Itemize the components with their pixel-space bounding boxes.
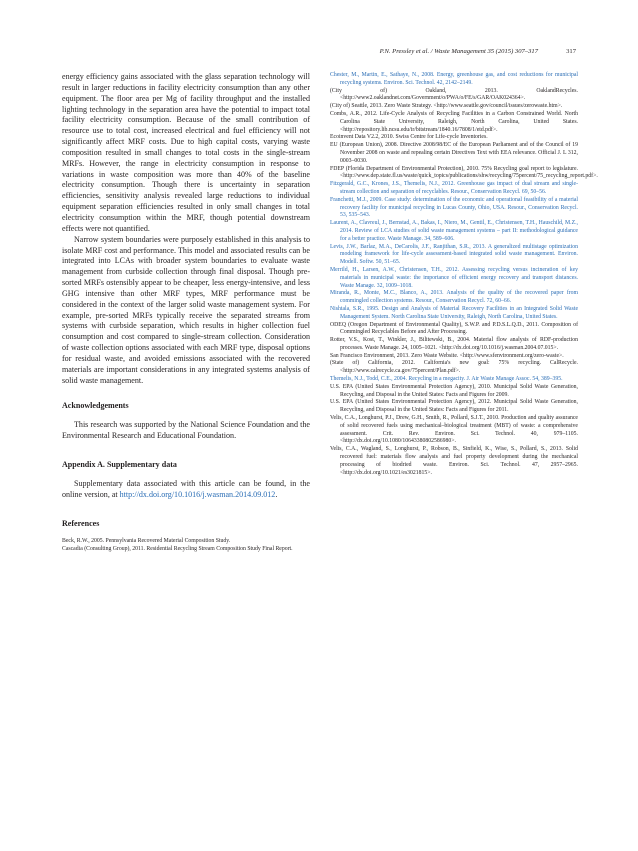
reference-item: FDEP (Florida Department of Environmental Protection), 2010. 75% Recycling goal report to legislature. <http://www.dep.state.fl.us/waste/quick_topics/publications/shw/recycling/75percent/75_recycling_report.pdf>. (330, 165, 598, 180)
references-heading: References (62, 518, 100, 528)
reference-item: EU (European Union), 2008. Directive 2008/98/EC of the European Parliament and of the Council of 19 November 2008 on waste and repealing certain Directives Text with EEA relevance. Official J. L 312, 0003–0030. (330, 142, 578, 164)
reference-item: San Francisco Environment, 2013. Zero Waste Website. <http://www.sfenvironment.org/zero-waste>. (330, 352, 564, 359)
acknowledgements-text: This research was supported by the National Science Foundation and the Environmental Research and Educational Foundation. (62, 420, 310, 441)
reference-item: Beck, R.W., 2005. Pennsylvania Recovered Material Composition Study. (62, 537, 231, 544)
references-list-right (330, 72, 598, 477)
reference-item: U.S. EPA (United States Environmental Protection Agency), 2012. Municipal Solid Waste Generation, Recycling, and Disposal in the United States: Facts and Figures for 2011. (330, 399, 578, 414)
reference-item[interactable]: Nishtala, S.R., 1995. Design and Analysis of Material Recovery Facilities in an Integrated Solid Waste Management System. North Carolina State University, Raleigh, North Carolina, United States. (330, 305, 578, 320)
references-list-left (62, 538, 310, 554)
page-number: 317 (566, 48, 576, 55)
reference-item: Cascadia (Consulting Group), 2011. Residential Recycling Stream Composition Study Final Report. (62, 545, 293, 552)
appendix-text (62, 479, 310, 501)
reference-item: Velis, C.A., Longhurst, P.J., Drew, G.H., Smith, R., Pollard, S.J.T., 2010. Production and quality assurance of solid recovered fuels using mechanical–biological treatment (MBT) of waste: a comprehensive assessment. Crit. Rev. Environ. Sci. Technol. 40, 979–1105. <http://dx.doi.org/10.1080/10643380802586980>. (330, 415, 578, 445)
reference-item: (State of) California, 2012. California's new goal: 75% recycling. CalRecycle. <http://www.calrecycle.ca.gov/75percent/Plan.pdf>. (330, 360, 578, 375)
supplementary-doi-link[interactable]: http://dx.doi.org/10.1016/j.wasman.2014.09.012 (119, 490, 276, 499)
reference-item: ODEQ (Oregon Department of Environmental Quality), S.W.P. and P.D.S.L.Q.D., 2011. Composition of Commingled Recyclables Before and After Processing. (330, 321, 578, 336)
body-paragraph: energy efficiency gains associated with the glass separation technology will result in larger reductions in facility electricity consumption than any other equipment. The floor area per Mg of facility throughput and the installed lighting technology in the separation area have the potential to impact total facility electricity consumption. Because of the small contribution of resource use to total cost, increased electrical and fuel efficiency will not significantly affect MRF costs. Due to high capital costs, varying waste composition resulted in small changes to total costs in the single-stream MRFs. However, the range in electricity consumption in response to variations in waste composition was more than 40% of the baseline electricity consumption. Though there is uncertainty in separation efficiencies, sensitivity analysis revealed large reductions to individual equipment separation efficiencies resulted in only small changes in total electricity consumption within the MRF, though potential downstream effects were not quantified. (62, 72, 310, 233)
right-column (330, 72, 598, 477)
reference-item[interactable]: Chester, M., Martin, E., Sathaye, N., 2008. Energy, greenhouse gas, and cost reductions for municipal recycling systems. Environ. Sci. Technol. 42, 2142–2149. (330, 72, 578, 86)
reference-item[interactable]: Fitzgerald, G.C., Krones, J.S., Themelis, N.J., 2012. Greenhouse gas impact of dual stream and single-stream collection and separation of recyclables. Resour., Conservation Recycl. 69, 50–56. (330, 181, 578, 195)
appendix-text-lead: Supplementary data associated with this article can be found, in the online version, at (62, 479, 310, 499)
reference-item[interactable]: Levis, J.W., Barlaz, M.A., DeCarolis, J.F., Ranjithan, S.R., 2013. A generalized multistage optimization modeling framework for life-cycle assessment-based integrated solid waste management. Environ. Modell. Softw. 50, 51–65. (330, 243, 578, 266)
reference-item[interactable]: Laurent, A., Clavreul, J., Bernstad, A., Bakas, I., Niero, M., Gentil, E., Christensen, T.H., Hauschild, M.Z., 2014. Review of LCA studies of solid waste management systems – part II: methodological guidance for a better practice. Waste Manage. 34, 589–606. (330, 220, 578, 242)
reference-item[interactable]: Merrild, H., Larsen, A.W., Christensen, T.H., 2012. Assessing recycling versus incineration of key materials in municipal waste: the importance of efficient energy recovery and transport distances. Waste Manage. 32, 1009–1018. (330, 266, 578, 289)
left-column (62, 72, 310, 553)
reference-item[interactable]: Miranda, R., Monte, M.C., Blanco, A., 2013. Analysis of the quality of the recovered paper from commingled collection systems. Resour., Conservation Recycl. 72, 60–66. (330, 290, 578, 305)
running-header (62, 48, 576, 60)
running-head: P.N. Pressley et al. / Waste Management 35 (2015) 307–317 (379, 48, 538, 55)
body-paragraph: Narrow system boundaries were purposely established in this analysis to isolate MRF cost and performance. This model and associated results can be integrated into LCAs with broader system boundaries to evaluate waste management from curbside collection through final disposal. Though pre-sorted MRFs ostensibly appear to be cheaper, less energy-intensive, and less GHG intensive than other MRF types, MRF performance must be considered in the context of the larger solid waste management system. For example, pre-sorted MRFs typically receive the separated streams from systems with curbside separation, which results in higher collection fuel consumption and cost compared to single-stream collection. Consideration of waste collection options associated with each MRF type, disposal options for residual waste, and avoided emissions associated with the recovered materials are important considerations in any integrated systems analysis of solid waste management. (62, 234, 310, 385)
reference-item: Rotter, V.S., Kost, T., Winkler, J., Bilitewski, B., 2004. Material flow analysis of RDF-production processes. Waste Manage. 24, 1005–1021. <http://dx.doi.org/10.1016/j.wasman.2004.07.015>. (330, 337, 578, 351)
appendix-heading: Appendix A. Supplementary data (62, 460, 177, 470)
reference-item[interactable]: Franchetti, M.J., 2009. Case study: determination of the economic and operational feasibility of a material recovery facility for municipal recycling in Lucas County, Ohio, USA. Resour., Conservation Recycl. 53, 535–543. (330, 196, 578, 219)
reference-item: U.S. EPA (United States Environmental Protection Agency), 2010. Municipal Solid Waste Generation, Recycling, and Disposal in the United States: Facts and Figures for 2009. (330, 383, 578, 398)
reference-item[interactable]: Themelis, N.J., Todd, C.E., 2004. Recycling in a megacity. J. Air Waste Manage Assoc. 54, 389–395. (330, 376, 563, 383)
reference-item: Ecoinvent Data V2.2, 2010. Swiss Centre for Life-cycle Inventories. (330, 134, 488, 141)
reference-item: (City of) Seattle, 2013. Zero Waste Strategy. <http://www.seattle.gov/council/issues/zerowaste.htm>. (330, 103, 563, 110)
appendix-text-end: . (275, 490, 278, 499)
reference-item: Combs, A.R., 2012. Life-Cycle Analysis of Recycling Facilities in a Carbon Constrained World. North Carolina State University, Raleigh, North Carolina, United States. <http://repository.lib.ncsu.edu/ir/bitstream/1840.16/7808/1/etd.pdf>. (330, 110, 578, 133)
reference-item: Velis, C.A., Wagland, S., Longhurst, P., Robson, B., Sinfield, K., Wise, S., Pollard, S., 2013. Solid recovered fuel: materials flow analysis and fuel property development during the mechanical processing of biodried waste. Environ. Sci. Technol. 47, 2957–2965. <http://dx.doi.org/10.1021/es3021815>. (330, 446, 578, 476)
reference-item: (City of) Oakland, 2013. OaklandRecycles. <http://www2.oaklandnet.com/Government/o/PWA/o/FE/s/GAR/OAK024364>. (330, 87, 578, 102)
acknowledgements-heading: Acknowledgements (62, 401, 129, 411)
